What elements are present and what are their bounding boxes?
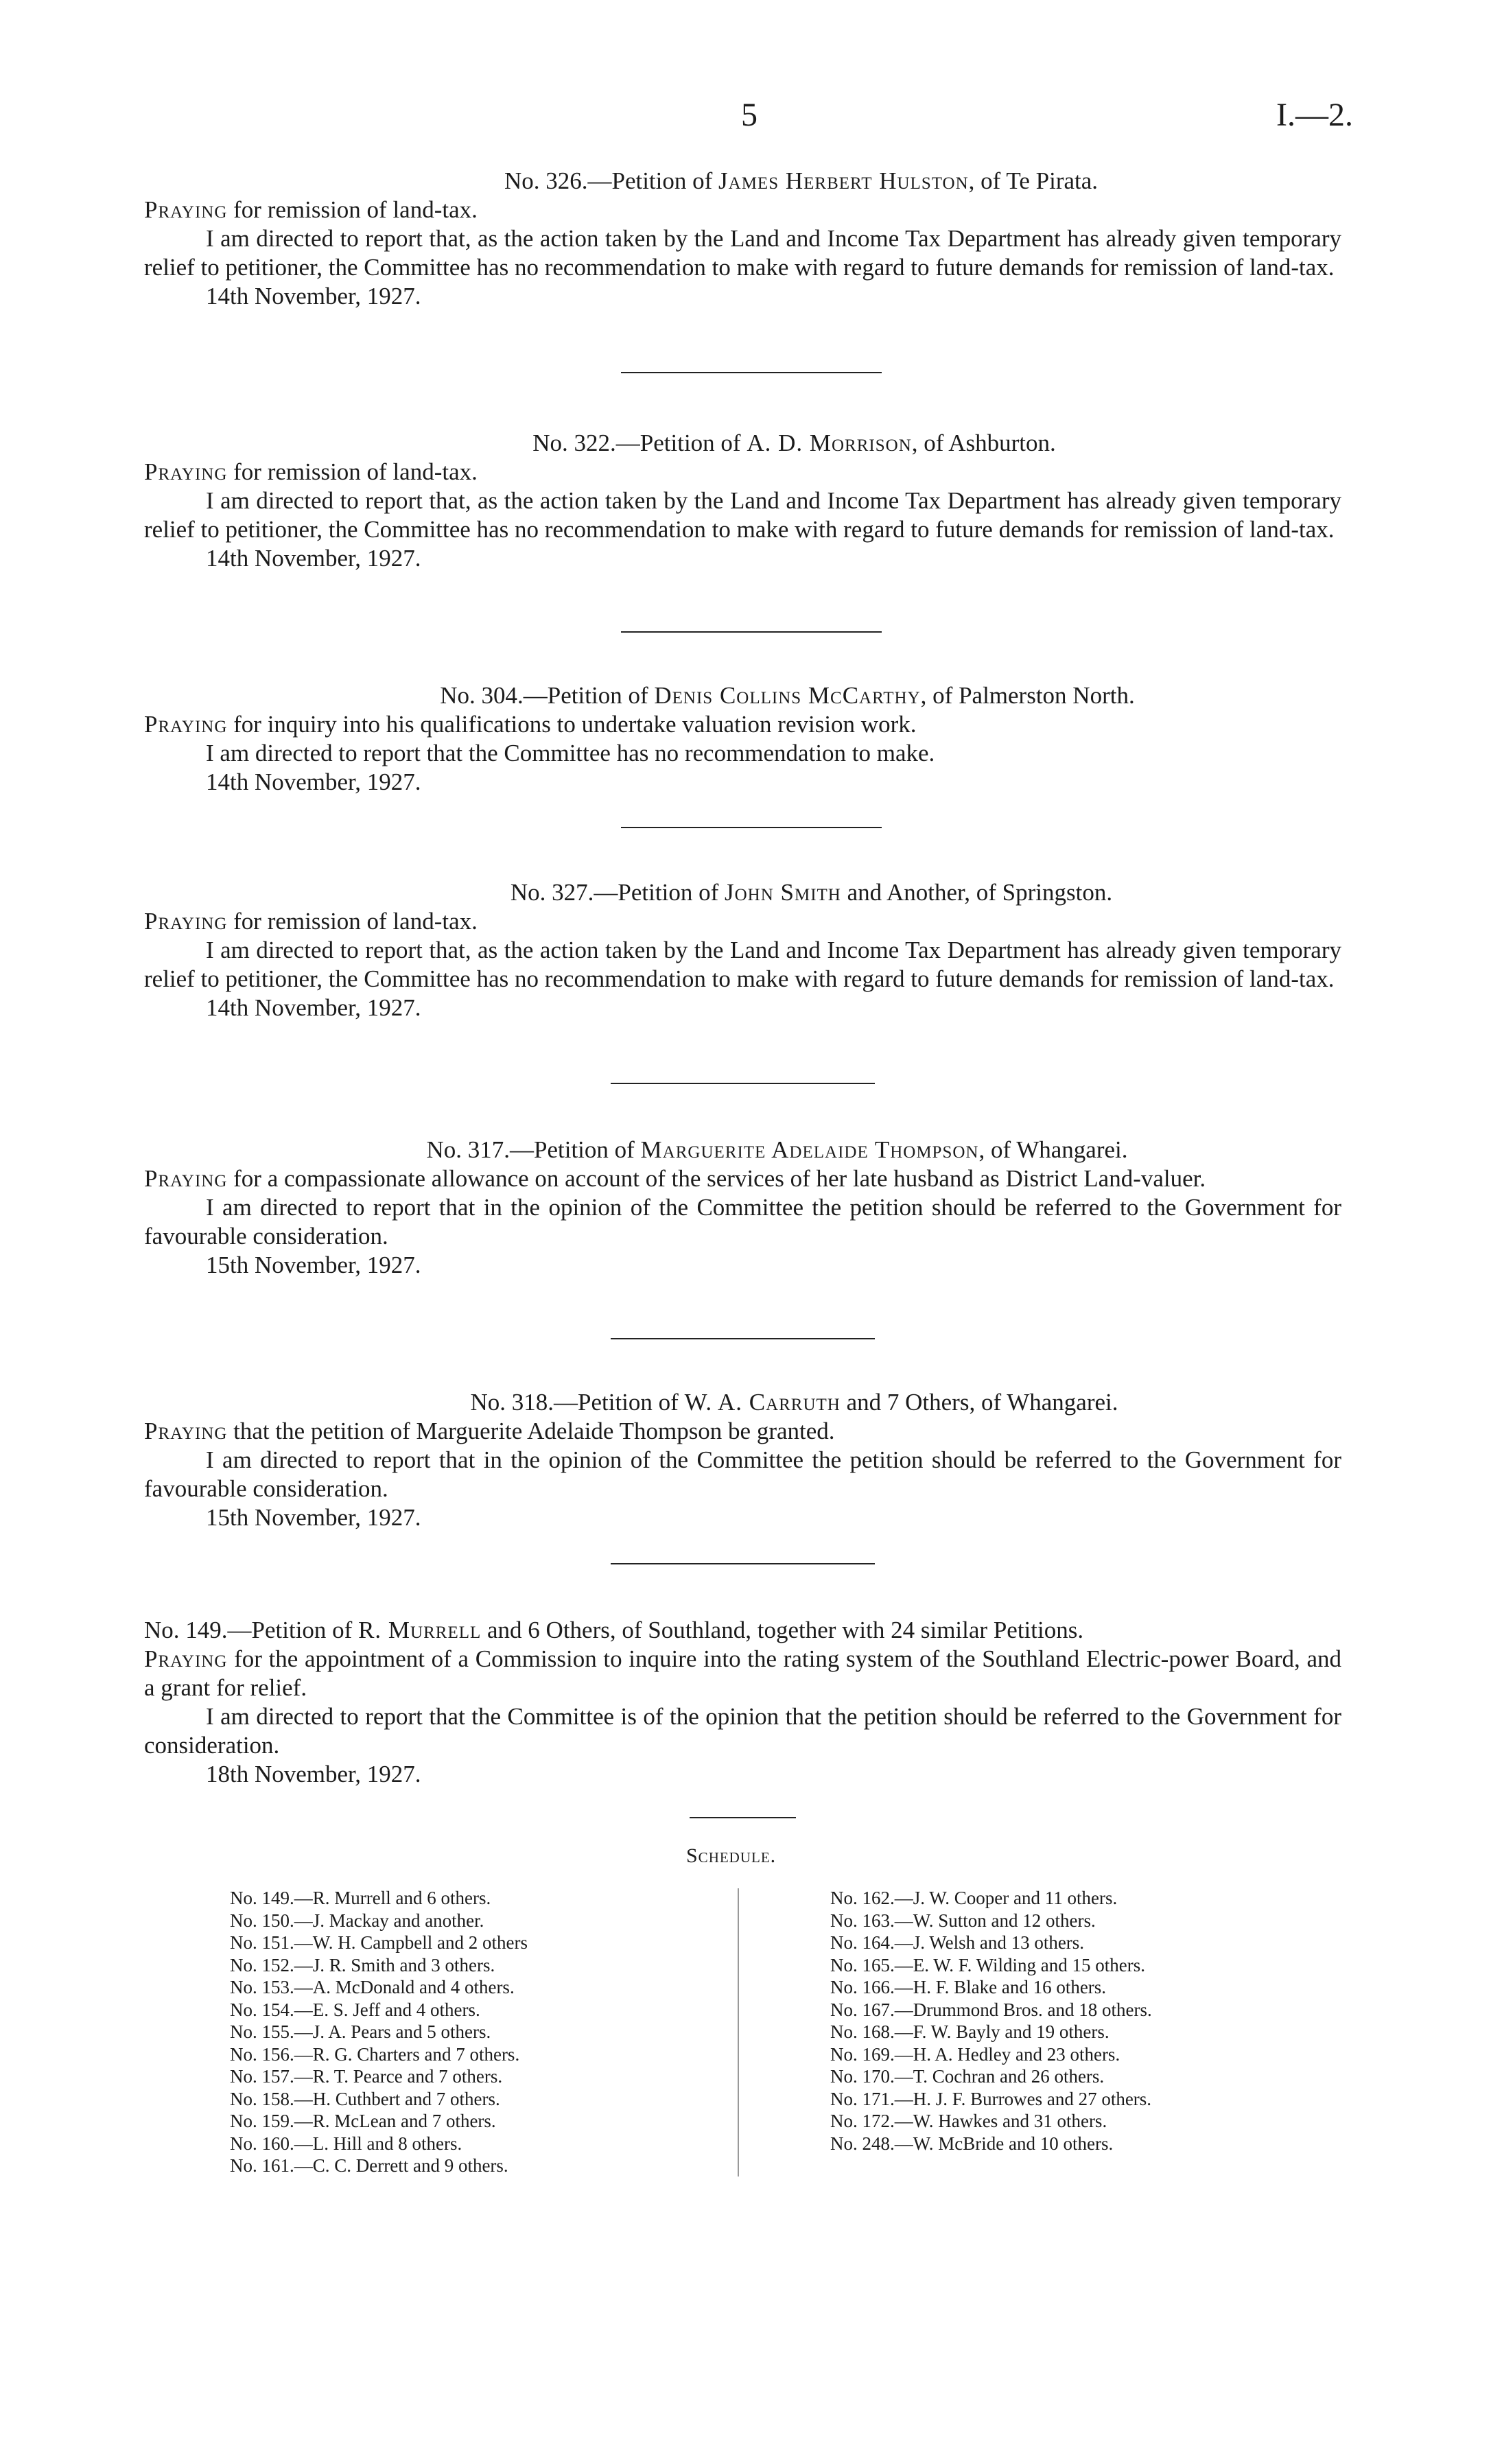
praying-text: for remission of land-tax. — [227, 458, 478, 485]
schedule-item: No. 170.—T. Cochran and 26 others. — [830, 2066, 1105, 2087]
praying-label: Praying — [144, 908, 228, 935]
schedule-item: No. 166.—H. F. Blake and 16 others. — [830, 1977, 1107, 1997]
schedule-item: No. 163.—W. Sutton and 12 others. — [830, 1910, 1096, 1931]
heading-suffix: and 6 Others, of Southland, together with 24 similar Petitions. — [481, 1617, 1084, 1643]
petition-heading — [144, 878, 1341, 907]
document-reference: I.—2. — [1276, 97, 1353, 133]
praying-line — [144, 907, 1341, 936]
heading-prefix: No. 304.—Petition of — [440, 682, 655, 709]
section-divider — [621, 631, 882, 633]
section-divider — [611, 1338, 875, 1339]
schedule-right-column — [830, 1887, 1152, 2155]
heading-prefix: No. 322.—Petition of — [532, 430, 747, 456]
petition-entry — [144, 429, 1341, 573]
praying-line — [144, 1645, 1341, 1702]
section-divider — [611, 1083, 875, 1084]
schedule-item: No. 171.—H. J. F. Burrowes and 27 others. — [830, 2088, 1152, 2109]
schedule-item: No. 153.—A. McDonald and 4 others. — [230, 1977, 515, 1997]
praying-label: Praying — [144, 711, 228, 738]
praying-label: Praying — [144, 458, 228, 485]
section-divider — [621, 827, 882, 828]
heading-prefix: No. 326.—Petition of — [504, 167, 719, 194]
petition-heading — [144, 167, 1341, 196]
petition-entry — [144, 878, 1341, 1022]
praying-text: for the appointment of a Commission to inquire into the rating system of the Southland Electric-power Board, and a grant for relief. — [144, 1645, 1341, 1701]
petitioner-name: Denis Collins McCarthy — [654, 682, 921, 709]
report-date: 15th November, 1927. — [206, 1252, 421, 1278]
praying-text: for remission of land-tax. — [227, 908, 478, 935]
petitioner-name: R. Murrell — [358, 1617, 482, 1643]
petitioner-name: James Herbert Hulston — [718, 167, 969, 194]
petitioner-name: John Smith — [724, 879, 841, 906]
report-text: I am directed to report that the Committee is of the opinion that the petition should be referred to the Government for consideration. — [144, 1703, 1341, 1759]
schedule-item: No. 165.—E. W. F. Wilding and 15 others. — [830, 1954, 1145, 1975]
praying-line — [144, 1164, 1341, 1193]
praying-label: Praying — [144, 1165, 228, 1192]
schedule-item: No. 160.—L. Hill and 8 others. — [230, 2133, 462, 2154]
schedule-item: No. 154.—E. S. Jeff and 4 others. — [230, 1999, 480, 2020]
report-date: 14th November, 1927. — [206, 994, 421, 1021]
petitioner-name: Marguerite Adelaide Thompson — [640, 1136, 979, 1163]
report-text: I am directed to report that, as the action taken by the Land and Income Tax Department has already given temporary relief to petitioner, the Committee has no recommendation to make with regard to future demands for remission of land-tax. — [144, 487, 1341, 543]
praying-label: Praying — [144, 196, 228, 223]
schedule-item: No. 151.—W. H. Campbell and 2 others — [230, 1932, 528, 1953]
schedule-item: No. 150.—J. Mackay and another. — [230, 1910, 484, 1931]
heading-prefix: No. 149.—Petition of — [144, 1617, 359, 1643]
schedule-item: No. 158.—H. Cuthbert and 7 others. — [230, 2088, 500, 2109]
praying-line — [144, 458, 1341, 486]
petition-entry — [144, 1388, 1341, 1532]
schedule-item: No. 167.—Drummond Bros. and 18 others. — [830, 1999, 1152, 2020]
schedule-item: No. 168.—F. W. Bayly and 19 others. — [830, 2021, 1110, 2042]
schedule-title: Schedule. — [686, 1844, 777, 1867]
report-text: I am directed to report that, as the action taken by the Land and Income Tax Department has already given temporary relief to petitioner, the Committee has no recommendation to make with regard to future demands for remission of land-tax. — [144, 225, 1341, 281]
praying-text: for remission of land-tax. — [227, 196, 478, 223]
heading-suffix: , of Te Pirata. — [968, 167, 1099, 194]
schedule-left-column — [230, 1887, 528, 2177]
schedule-item: No. 161.—C. C. Derrett and 9 others. — [230, 2155, 508, 2176]
praying-line — [144, 196, 1341, 224]
schedule-item: No. 159.—R. McLean and 7 others. — [230, 2111, 496, 2131]
petition-heading — [144, 1136, 1341, 1164]
report-date: 14th November, 1927. — [206, 545, 421, 572]
heading-suffix: and Another, of Springston. — [841, 879, 1113, 906]
report-text: I am directed to report that the Committee has no recommendation to make. — [206, 740, 935, 766]
heading-suffix: , of Whangarei. — [978, 1136, 1128, 1163]
page-number: 5 — [741, 97, 758, 133]
praying-line — [144, 1417, 1341, 1446]
praying-label: Praying — [144, 1645, 228, 1672]
praying-label: Praying — [144, 1418, 228, 1444]
schedule-item: No. 162.—J. W. Cooper and 11 others. — [830, 1888, 1118, 1908]
heading-prefix: No. 317.—Petition of — [426, 1136, 641, 1163]
report-text: I am directed to report that, as the action taken by the Land and Income Tax Department has already given temporary relief to petitioner, the Committee has no recommendation to make with regard to future demands for remission of land-tax. — [144, 937, 1341, 992]
schedule-item: No. 172.—W. Hawkes and 31 others. — [830, 2111, 1107, 2131]
schedule-item: No. 156.—R. G. Charters and 7 others. — [230, 2043, 520, 2065]
petitioner-name: W. A. Carruth — [684, 1389, 841, 1416]
report-date: 14th November, 1927. — [206, 768, 421, 795]
section-divider — [690, 1817, 796, 1818]
heading-suffix: , of Palmerston North. — [920, 682, 1135, 709]
schedule-item: No. 155.—J. A. Pears and 5 others. — [230, 2021, 491, 2042]
section-divider — [621, 372, 882, 373]
heading-prefix: No. 318.—Petition of — [470, 1389, 685, 1416]
schedule-item: No. 164.—J. Welsh and 13 others. — [830, 1932, 1085, 1953]
report-date: 15th November, 1927. — [206, 1504, 421, 1531]
petition-entry — [144, 1136, 1341, 1280]
report-text: I am directed to report that in the opinion of the Committee the petition should be referred to the Government for favourable consideration. — [144, 1446, 1341, 1502]
petitioner-name: A. D. Morrison — [747, 430, 912, 456]
praying-text: that the petition of Marguerite Adelaide Thompson be granted. — [227, 1418, 835, 1444]
heading-prefix: No. 327.—Petition of — [510, 879, 725, 906]
praying-line — [144, 710, 1341, 739]
report-date: 14th November, 1927. — [206, 283, 421, 309]
schedule-item: No. 248.—W. McBride and 10 others. — [830, 2133, 1114, 2154]
schedule-column-divider — [738, 1888, 739, 2176]
report-date: 18th November, 1927. — [206, 1761, 421, 1787]
petition-entry — [144, 1616, 1341, 1789]
schedule-item: No. 169.—H. A. Hedley and 23 others. — [830, 2043, 1120, 2065]
petition-heading — [144, 681, 1341, 710]
schedule-item: No. 149.—R. Murrell and 6 others. — [230, 1888, 491, 1908]
schedule-item: No. 157.—R. T. Pearce and 7 others. — [230, 2066, 503, 2087]
petition-heading — [144, 1616, 1341, 1645]
petition-entry — [144, 681, 1341, 797]
section-divider — [611, 1563, 875, 1564]
schedule-item: No. 152.—J. R. Smith and 3 others. — [230, 1954, 495, 1975]
heading-suffix: and 7 Others, of Whangarei. — [840, 1389, 1118, 1416]
praying-text: for inquiry into his qualifications to undertake valuation revision work. — [227, 711, 917, 738]
petition-entry — [144, 167, 1341, 311]
petition-heading — [144, 1388, 1341, 1417]
petition-heading — [144, 429, 1341, 458]
heading-suffix: , of Ashburton. — [911, 430, 1056, 456]
report-text: I am directed to report that in the opinion of the Committee the petition should be referred to the Government for favourable consideration. — [144, 1194, 1341, 1249]
praying-text: for a compassionate allowance on account of the services of her late husband as District Land-valuer. — [227, 1165, 1206, 1192]
